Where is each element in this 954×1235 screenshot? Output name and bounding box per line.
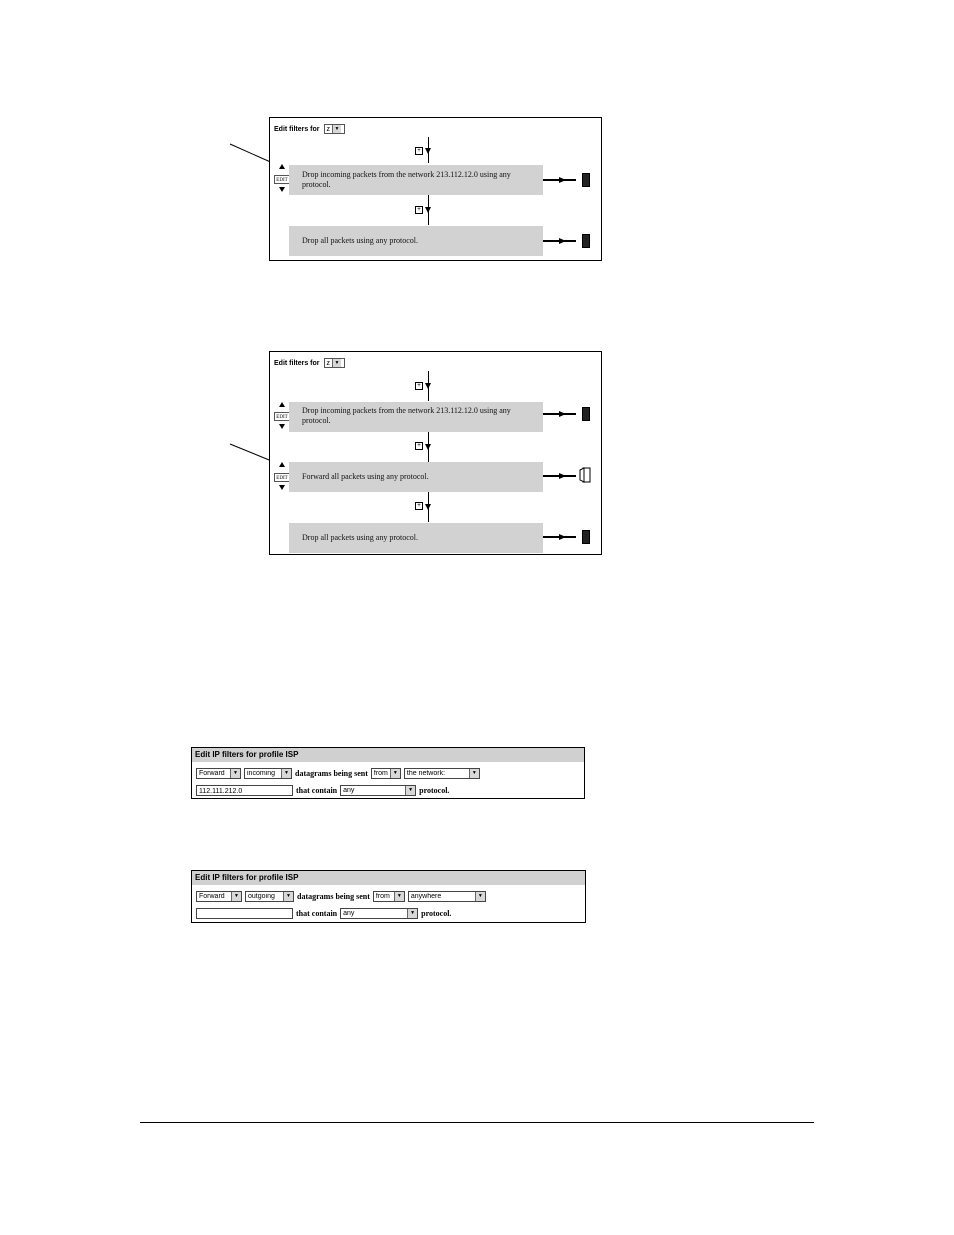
filter-panel-header <box>274 357 345 369</box>
direction-select[interactable] <box>244 768 292 779</box>
action-select-value: Forward <box>199 769 225 777</box>
edit-button[interactable]: EDIT <box>274 412 290 421</box>
page-footer-rule <box>140 1122 814 1123</box>
flow-arrow-icon <box>425 504 431 510</box>
chevron-down-icon: ▼ <box>469 769 479 778</box>
output-arrow-icon <box>559 411 566 417</box>
edit-filters-label: Edit filters for <box>274 359 320 367</box>
move-down-icon[interactable] <box>279 485 285 490</box>
action-select-value: Forward <box>199 892 225 900</box>
chevron-down-icon: ▼ <box>390 769 400 778</box>
filter-panel-header <box>274 123 345 135</box>
source-select-value: the network: <box>406 769 446 777</box>
output-arrow-icon <box>559 534 566 540</box>
from-to-select-value: from <box>375 892 390 900</box>
insert-rule-plus-icon[interactable]: + <box>415 147 423 155</box>
from-to-select-value: from <box>373 769 388 777</box>
profile-select[interactable] <box>324 124 345 134</box>
move-up-icon[interactable] <box>279 164 285 169</box>
protocol-select[interactable] <box>340 908 418 919</box>
flow-arrow-icon <box>425 148 431 154</box>
filter-rule-1[interactable]: Drop incoming packets from the network 213.112.12.0 using any protocol. <box>289 165 543 195</box>
form-row-2 <box>196 907 454 919</box>
filter-rule-default[interactable]: Drop all packets using any protocol. <box>289 523 543 553</box>
output-arrow-icon <box>559 238 566 244</box>
output-arrow-icon <box>559 177 566 183</box>
protocol-select-value: any <box>343 909 355 917</box>
filter-panel-2 <box>269 351 602 555</box>
action-select[interactable] <box>196 891 242 902</box>
direction-select-value: incoming <box>247 769 276 777</box>
address-input[interactable]: 112.111.212.0 <box>196 785 293 796</box>
output-arrow-icon <box>559 473 566 479</box>
action-select[interactable] <box>196 768 241 779</box>
move-up-icon[interactable] <box>279 462 285 467</box>
chevron-down-icon: ▼ <box>394 892 404 901</box>
filter-rule-1[interactable]: Drop incoming packets from the network 213.112.12.0 using any protocol. <box>289 402 543 432</box>
address-input[interactable] <box>196 908 293 919</box>
source-select[interactable] <box>404 768 480 779</box>
chevron-down-icon: ▼ <box>407 909 417 918</box>
from-to-select[interactable] <box>373 891 405 902</box>
chevron-down-icon: ▼ <box>231 892 241 901</box>
edit-button[interactable]: EDIT <box>274 473 290 482</box>
protocol-label: protocol. <box>421 908 452 918</box>
form-row-2 <box>196 784 452 796</box>
filter-rule-default[interactable]: Drop all packets using any protocol. <box>289 226 543 256</box>
chevron-down-icon: ▼ <box>281 769 291 778</box>
datagrams-label: datagrams being sent <box>295 768 368 778</box>
form-title: Edit IP filters for profile ISP <box>192 871 585 885</box>
move-down-icon[interactable] <box>279 187 285 192</box>
chevron-down-icon: ▼ <box>283 892 293 901</box>
chevron-down-icon: ▼ <box>475 892 485 901</box>
protocol-label: protocol. <box>419 785 450 795</box>
drop-closed-door-icon <box>582 173 590 187</box>
protocol-select-value: any <box>343 786 355 794</box>
chevron-down-icon: ▼ <box>405 786 415 795</box>
drop-closed-door-icon <box>582 530 590 544</box>
contain-label: that contain <box>296 908 338 918</box>
edit-button[interactable]: EDIT <box>274 175 290 184</box>
filter-rule-2[interactable]: Forward all packets using any protocol. <box>289 462 543 492</box>
from-to-select[interactable] <box>371 768 401 779</box>
datagrams-label: datagrams being sent <box>297 891 370 901</box>
source-select-value: anywhere <box>410 892 442 900</box>
drop-closed-door-icon <box>582 407 590 421</box>
insert-rule-plus-icon[interactable]: + <box>415 206 423 214</box>
move-down-icon[interactable] <box>279 424 285 429</box>
flow-arrow-icon <box>425 207 431 213</box>
source-select[interactable] <box>408 891 486 902</box>
ip-filter-form-1 <box>191 747 585 799</box>
contain-label: that contain <box>296 785 338 795</box>
move-up-icon[interactable] <box>279 402 285 407</box>
chevron-down-icon: ▼ <box>332 125 341 133</box>
filter-panel-1 <box>269 117 602 261</box>
profile-select-value: z <box>326 125 331 133</box>
protocol-select[interactable] <box>340 785 416 796</box>
flow-arrow-icon <box>425 444 431 450</box>
profile-select[interactable] <box>324 358 345 368</box>
direction-select[interactable] <box>245 891 294 902</box>
form-title: Edit IP filters for profile ISP <box>192 748 584 762</box>
profile-select-value: z <box>326 359 331 367</box>
chevron-down-icon: ▼ <box>230 769 240 778</box>
edit-filters-label: Edit filters for <box>274 125 320 133</box>
insert-rule-plus-icon[interactable]: + <box>415 382 423 390</box>
chevron-down-icon: ▼ <box>332 359 341 367</box>
form-row-1 <box>196 767 483 779</box>
forward-open-door-icon <box>579 467 591 483</box>
flow-arrow-icon <box>425 383 431 389</box>
insert-rule-plus-icon[interactable]: + <box>415 442 423 450</box>
insert-rule-plus-icon[interactable]: + <box>415 502 423 510</box>
form-row-1 <box>196 890 489 902</box>
direction-select-value: outgoing <box>248 892 275 900</box>
ip-filter-form-2 <box>191 870 586 923</box>
drop-closed-door-icon <box>582 234 590 248</box>
